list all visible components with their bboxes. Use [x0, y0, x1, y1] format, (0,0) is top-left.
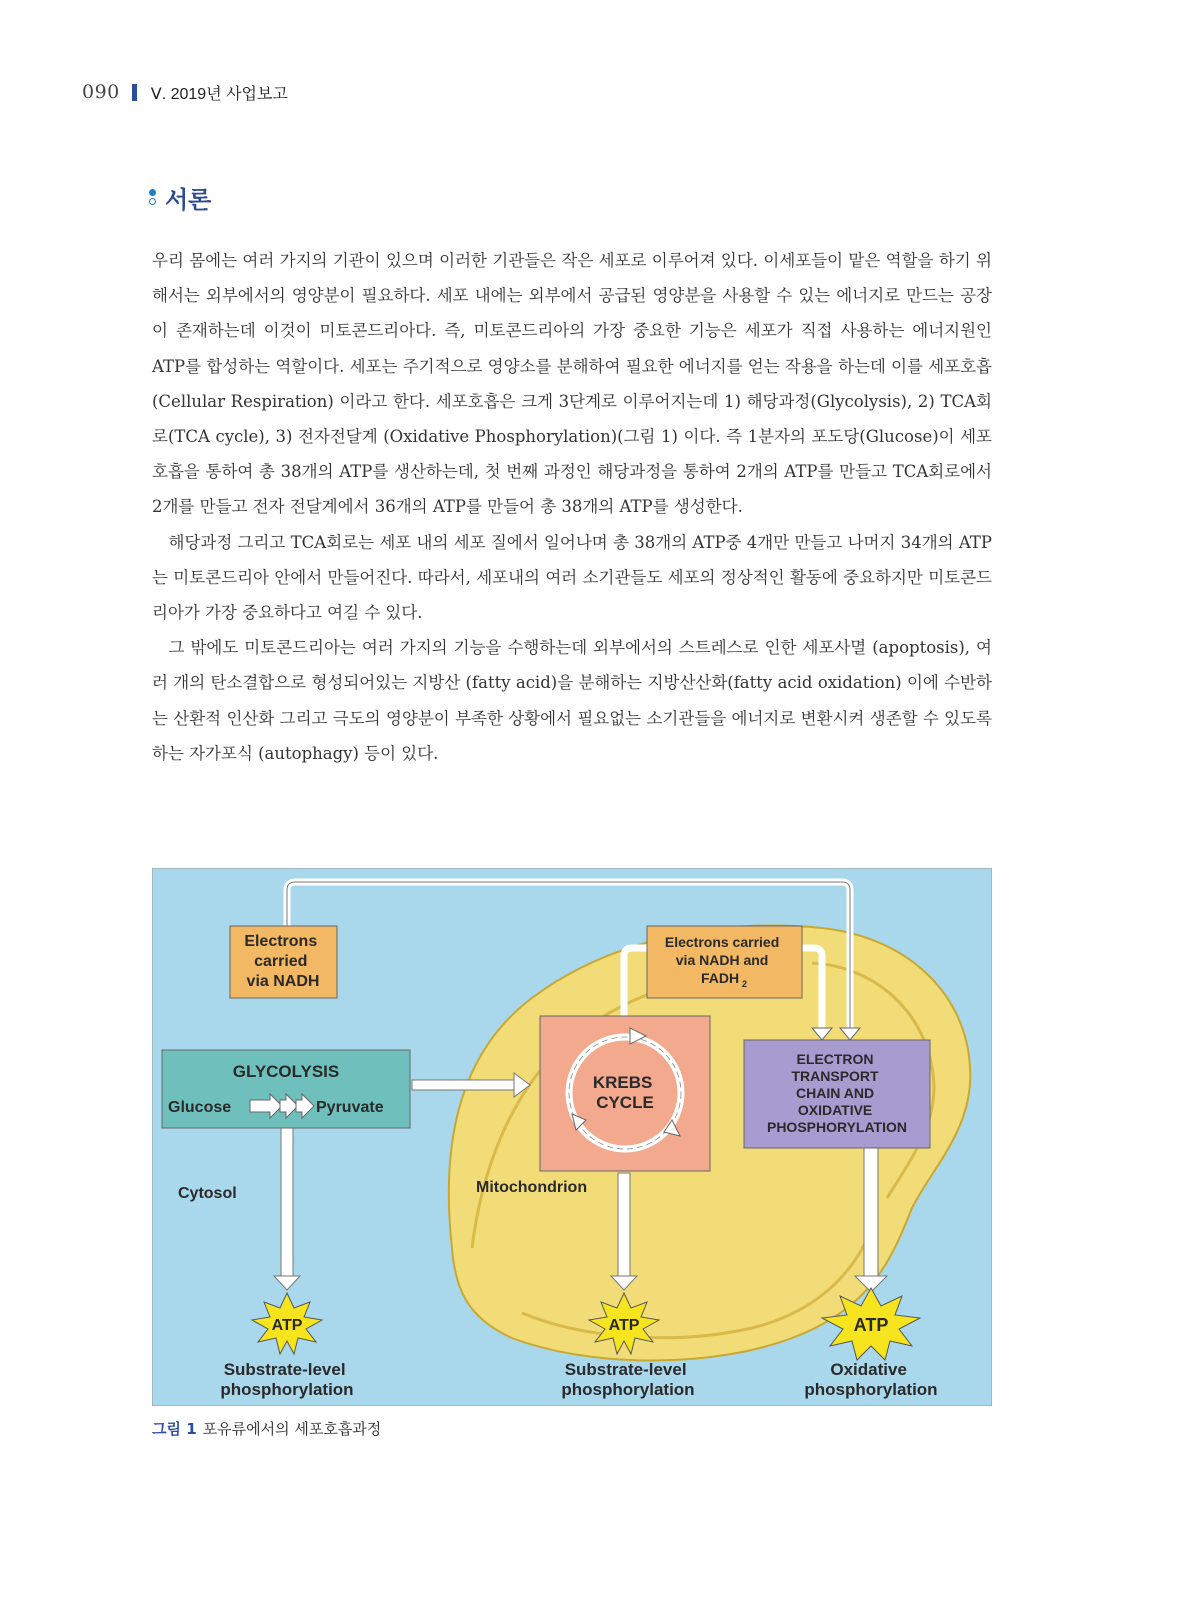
arrow-etc-down: [864, 1148, 878, 1278]
output-2-line-2: phosphorylation: [561, 1380, 695, 1399]
output-1-line-2: phosphorylation: [220, 1380, 354, 1399]
nadh-fadh-label-3: FADH: [700, 970, 740, 986]
krebs-label-1: KREBS: [592, 1073, 653, 1092]
atp-label-2: ATP: [608, 1317, 640, 1334]
caption-text: 포유류에서의 세포호흡과정: [202, 1420, 382, 1438]
fadh-subscript: 2: [742, 979, 748, 989]
section-heading: [147, 180, 211, 215]
svg-text:KREBS CYCLE: [593, 1073, 657, 1112]
atp-label-1: ATP: [271, 1317, 303, 1334]
pyruvate-label: Pyruvate: [316, 1099, 384, 1116]
page-header: [82, 80, 288, 104]
page-number: 090: [82, 81, 120, 103]
etc-label-2: TRANSPORT: [791, 1068, 879, 1084]
nadh-label-3: via NADH: [246, 973, 320, 990]
paragraph-2: 해당과정 그리고 TCA회로는 세포 내의 세포 질에서 일어나며 총 38개의 ATP중 4개만 만들고 나머지 34개의 ATP는 미토콘드리아 안에서 만들어진다. 따라서, 세포내의 여러 소기관들도 세포의 정상적인 활동에 중요하지만 미토콘드리아가 가장 중요하다고 여길 수 있다.: [152, 532, 992, 623]
output-1-line-1: Substrate-level: [223, 1360, 346, 1379]
caption-label: 그림 1: [152, 1420, 197, 1438]
output-3-line-2: phosphorylation: [804, 1380, 938, 1399]
nadh-fadh-label-1: Electrons carried: [664, 934, 780, 950]
glucose-label: Glucose: [168, 1099, 232, 1116]
figure-caption: [152, 1418, 381, 1439]
body-text: [152, 243, 992, 771]
arrow-krebs-down: [618, 1173, 630, 1278]
paragraph-1: 우리 몸에는 여러 가지의 기관이 있으며 이러한 기관들은 작은 세포로 이루어져 있다. 이세포들이 맡은 역할을 하기 위해서는 외부에서의 영양분이 필요하다. 세포 내에는 외부에서 공급된 영양분을 사용할 수 있는 에너지로 만드는 공장이 존재하는데 이것이 미토콘드리아다. 즉, 미토콘드리아의 가장 중요한 기능은 세포가 직접 사용하는 에너지원인 ATP를 합성하는 역할이다. 세포는 주기적으로 영양소를 분해하여 필요한 에너지를 얻는 작용을 하는데 이를 세포호흡 (Cellular Respiration) 이라고 한다. 세포호흡은 크게 3단계로 이루어지는데 1) 해당과정(Glycolysis), 2) TCA회로(TCA cycle), 3) 전자전달계 (Oxidative Phosphorylation)(그림 1) 이다. 즉 1분자의 포도당(Glucose)이 세포 호흡을 통하여 총 38개의 ATP를 생산하는데, 첫 번째 과정인 해당과정을 통하여 2개의 ATP를 만들고 TCA회로에서 2개를 만들고 전자 전달계에서 36개의 ATP를 만들어 총 38개의 ATP를 생성한다.: [152, 251, 992, 517]
respiration-figure: [152, 868, 992, 1406]
bullet-dots-icon: [147, 186, 159, 210]
etc-label-5: PHOSPHORYLATION: [766, 1119, 908, 1135]
nadh-fadh-label-2: via NADH and: [675, 952, 769, 968]
section-title: 서론: [165, 186, 212, 214]
output-2-line-1: Substrate-level: [564, 1360, 687, 1379]
nadh-label-1: Electrons: [244, 933, 318, 950]
etc-label-4: OXIDATIVE: [797, 1102, 873, 1118]
etc-label-1: ELECTRON: [796, 1051, 874, 1067]
mitochondrion-label: Mitochondrion: [476, 1179, 588, 1196]
atp-label-3: ATP: [853, 1315, 889, 1335]
etc-label-3: CHAIN AND: [796, 1085, 875, 1101]
svg-text:Substrate-level phosphoryl: [220, 1360, 353, 1399]
nadh-label-2: carried: [254, 953, 308, 970]
paragraph-3: 그 밖에도 미토콘드리아는 여러 가지의 기능을 수행하는데 외부에서의 스트레스로 인한 세포사멸 (apoptosis), 여러 개의 탄소결합으로 형성되어있는 지방산 (fatty acid)을 분해하는 지방산산화(fatty acid oxidation) 이에 수반하는 산환적 인산화 그리고 극도의 영양분이 부족한 상황에서 필요없는 소기관들을 에너지로 변환시켜 생존할 수 있도록 하는 자가포식 (autophagy) 등이 있다.: [152, 638, 992, 763]
header-section: Ⅴ. 2019년 사업보고: [150, 85, 288, 103]
krebs-label-2: CYCLE: [596, 1093, 654, 1112]
glycolysis-label: GLYCOLYSIS: [232, 1062, 340, 1081]
arrow-glycolysis-down: [281, 1128, 293, 1278]
cytosol-label: Cytosol: [178, 1185, 237, 1202]
output-3-line-1: Oxidative: [830, 1360, 907, 1379]
arrow-glycolysis-to-krebs: [412, 1080, 517, 1090]
svg-text:Substrate-level phosphoryl: [561, 1360, 694, 1399]
svg-text:Electrons carried via: [244, 933, 321, 990]
header-divider: [132, 84, 137, 101]
